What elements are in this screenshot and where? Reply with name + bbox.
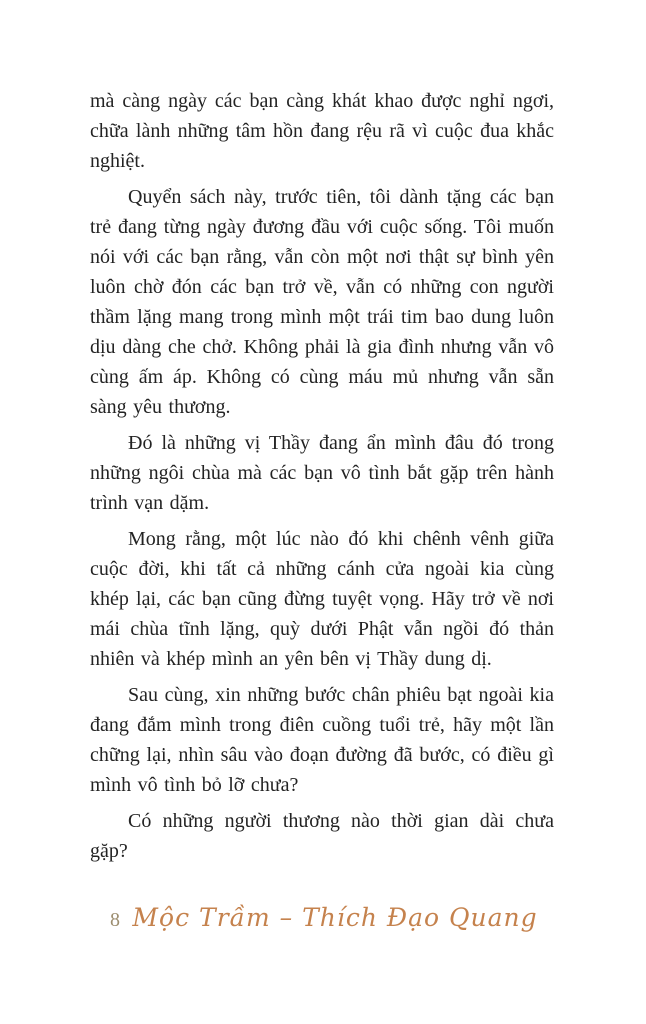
page-number: 8 [110,909,120,931]
paragraph: Mong rằng, một lúc nào đó khi chênh vênh giữa cuộc đời, khi tất cả những cánh cửa ngoài kia cùng khép lại, các bạn cũng đừng tuyệt vọng. Hãy trở về nơi mái chùa tĩnh lặng, quỳ dưới Phật vẫn ngồi đó thản nhiên và khép mình an yên bên vị Thầy dung dị. [90,528,554,670]
body-text [90,86,554,872]
paragraph: Đó là những vị Thầy đang ẩn mình đâu đó trong những ngôi chùa mà các bạn vô tình bắt gặp trên hành trình vạn dặm. [90,432,554,514]
paragraph: Quyển sách này, trước tiên, tôi dành tặng các bạn trẻ đang từng ngày đương đầu với cuộc sống. Tôi muốn nói với các bạn rằng, vẫn còn một nơi thật sự bình yên luôn chờ đón các bạn trở về, vẫn có những con người thầm lặng mang trong mình một trái tim bao dung luôn dịu dàng che chở. Không phải là gia đình nhưng vẫn vô cùng ấm áp. Không có cùng máu mủ nhưng vẫn sẵn sàng yêu thương. [90,186,554,418]
page-footer [0,903,646,949]
paragraph: Sau cùng, xin những bước chân phiêu bạt ngoài kia đang đắm mình trong điên cuồng tuổi trẻ, hãy một lần chững lại, nhìn sâu vào đoạn đường đã bước, có điều gì mình vô tình bỏ lỡ chưa? [90,684,554,796]
paragraph: Có những người thương nào thời gian dài chưa gặp? [90,810,554,862]
running-footer-title: Mộc Trầm – Thích Đạo Quang [132,903,538,932]
paragraph: mà càng ngày các bạn càng khát khao được nghỉ ngơi, chữa lành những tâm hồn đang rệu rã vì cuộc đua khắc nghiệt. [90,90,554,172]
